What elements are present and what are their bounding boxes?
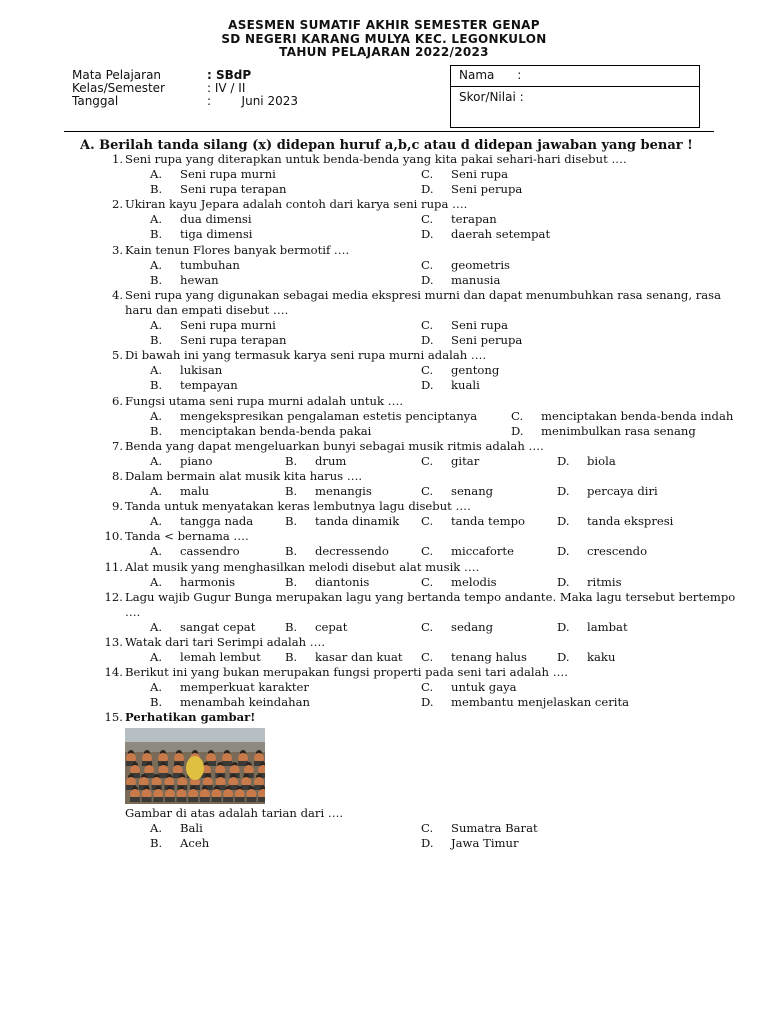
option-a[interactable]: harmonis <box>180 574 236 589</box>
option-row <box>125 821 740 836</box>
question-2 <box>100 197 740 242</box>
option-d[interactable]: Seni perupa <box>451 333 523 348</box>
section-a-instruction: A. Berilah tanda silang (x) didepan huruf a,b,c atau d didepan jawaban yang benar ! <box>80 138 693 153</box>
option-row <box>125 424 740 439</box>
option-letter[interactable]: B. <box>150 227 163 242</box>
question-text: Seni rupa yang digunakan sebagai media ekspresi murni dan dapat menumbuhkan rasa senang, rasa haru dan empati disebut …. <box>125 287 722 317</box>
option-a[interactable]: mengekspresikan pengalaman estetis penciptanya <box>180 408 478 423</box>
option-letter[interactable]: C. <box>421 820 434 835</box>
option-c[interactable]: geometris <box>451 257 510 272</box>
option-letter[interactable]: C. <box>421 650 434 665</box>
question-9 <box>100 499 740 529</box>
option-row <box>125 409 740 424</box>
score-label: Skor/Nilai : <box>459 90 524 104</box>
option-letter[interactable]: D. <box>557 650 570 665</box>
option-letter[interactable]: A. <box>150 167 163 182</box>
option-d[interactable]: kuali <box>451 378 480 393</box>
option-row <box>125 363 740 378</box>
exam-title: ASESMEN SUMATIF AKHIR SEMESTER GENAP <box>228 18 540 32</box>
question-text: Ukiran kayu Jepara adalah contoh dari karya seni rupa …. <box>125 197 468 212</box>
option-letter[interactable]: B. <box>285 484 298 499</box>
option-c[interactable]: Seni rupa <box>451 318 509 333</box>
option-letter[interactable]: A. <box>150 453 163 468</box>
option-d[interactable]: biola <box>587 453 616 468</box>
option-c[interactable]: senang <box>451 484 494 499</box>
option-a[interactable]: memperkuat karakter <box>180 680 309 695</box>
option-letter[interactable]: C. <box>421 484 434 499</box>
option-row <box>125 167 740 182</box>
option-letter[interactable]: A. <box>150 820 163 835</box>
question-followup: Gambar di atas adalah tarian dari …. <box>125 805 344 820</box>
question-8 <box>100 469 740 499</box>
option-letter[interactable]: B. <box>285 514 298 529</box>
question-11 <box>100 560 740 590</box>
option-a[interactable]: Seni rupa murni <box>180 318 276 333</box>
option-b[interactable]: Seni rupa terapan <box>180 182 287 197</box>
option-d[interactable]: tanda ekspresi <box>587 514 674 529</box>
question-text: Kain tenun Flores banyak bermotif …. <box>125 242 350 257</box>
date-row <box>72 94 298 108</box>
option-letter[interactable]: A. <box>150 484 163 499</box>
question-number: 10. <box>104 529 123 544</box>
option-letter[interactable]: A. <box>150 408 163 423</box>
option-row <box>125 212 740 227</box>
question-4 <box>100 288 740 348</box>
option-letter[interactable]: C. <box>421 680 434 695</box>
option-b[interactable]: menambah keindahan <box>180 695 310 710</box>
question-number: 15. <box>104 710 123 725</box>
option-letter[interactable]: B. <box>285 453 298 468</box>
option-letter[interactable]: D. <box>421 378 434 393</box>
question-15 <box>100 710 740 850</box>
option-letter[interactable]: A. <box>150 544 163 559</box>
question-text: Di bawah ini yang termasuk karya seni rupa murni adalah …. <box>125 348 487 363</box>
option-letter[interactable]: D. <box>421 835 434 850</box>
question-10 <box>100 529 740 559</box>
subject-label: Mata Pelajaran <box>72 68 162 82</box>
option-c[interactable]: sedang <box>451 619 494 634</box>
option-letter[interactable]: B. <box>285 574 298 589</box>
option-b[interactable]: decressendo <box>315 544 389 559</box>
option-letter[interactable]: D. <box>421 272 434 287</box>
option-row <box>125 258 740 273</box>
option-a[interactable]: Bali <box>180 820 203 835</box>
option-letter[interactable]: C. <box>421 574 434 589</box>
subject-value: : SBdP <box>207 68 252 82</box>
question-14 <box>100 665 740 710</box>
option-c[interactable]: melodis <box>451 574 497 589</box>
option-d[interactable]: membantu menjelaskan cerita <box>451 695 630 710</box>
option-letter[interactable]: B. <box>150 835 163 850</box>
option-letter[interactable]: C. <box>421 212 434 227</box>
option-b[interactable]: menciptakan benda-benda pakai <box>180 423 372 438</box>
name-label: Nama : <box>459 68 522 82</box>
question-text: Tanda untuk menyatakan keras lembutnya lagu disebut …. <box>125 499 471 514</box>
option-letter[interactable]: A. <box>150 514 163 529</box>
option-row <box>125 575 740 590</box>
option-letter[interactable]: C. <box>421 257 434 272</box>
option-letter[interactable]: A. <box>150 212 163 227</box>
divider-line <box>64 131 714 132</box>
question-list <box>100 152 740 851</box>
option-letter[interactable]: C. <box>421 167 434 182</box>
option-d[interactable]: manusia <box>451 272 501 287</box>
question-number: 11. <box>104 559 123 574</box>
option-a[interactable]: cassendro <box>180 544 240 559</box>
option-b[interactable]: kasar dan kuat <box>315 650 403 665</box>
question-number: 5. <box>111 348 123 363</box>
option-letter[interactable]: B. <box>285 544 298 559</box>
option-letter[interactable]: C. <box>511 408 524 423</box>
option-letter[interactable]: D. <box>557 544 570 559</box>
option-b[interactable]: tanda dinamik <box>315 514 400 529</box>
option-letter[interactable]: D. <box>557 574 570 589</box>
score-field[interactable] <box>450 86 700 128</box>
option-c[interactable]: menciptakan benda-benda indah <box>541 408 734 423</box>
option-letter[interactable]: A. <box>150 650 163 665</box>
option-letter[interactable]: B. <box>150 378 163 393</box>
question-6 <box>100 394 740 439</box>
question-text: Alat musik yang menghasilkan melodi disebut alat musik …. <box>125 559 480 574</box>
option-letter[interactable]: D. <box>511 423 524 438</box>
option-b[interactable]: drum <box>315 453 347 468</box>
academic-year: TAHUN PELAJARAN 2022/2023 <box>279 45 489 59</box>
question-number: 1. <box>111 152 123 166</box>
option-a[interactable]: piano <box>180 453 213 468</box>
question-1 <box>100 152 740 197</box>
option-a[interactable]: sangat cepat <box>180 619 256 634</box>
question-13 <box>100 635 740 665</box>
question-text: Berikut ini yang bukan merupakan fungsi properti pada seni tari adalah …. <box>125 665 568 680</box>
question-5 <box>100 348 740 393</box>
question-number: 9. <box>111 499 123 514</box>
option-c[interactable]: gitar <box>451 453 480 468</box>
dance-photo <box>125 728 265 804</box>
option-row <box>125 836 740 851</box>
option-c[interactable]: tenang halus <box>451 650 527 665</box>
question-text: Perhatikan gambar! <box>125 710 256 725</box>
question-text: Benda yang dapat mengeluarkan bunyi sebagai musik ritmis adalah …. <box>125 438 544 453</box>
option-row <box>125 680 740 695</box>
option-row <box>125 620 740 635</box>
option-d[interactable]: daerah setempat <box>451 227 551 242</box>
option-letter[interactable]: B. <box>285 619 298 634</box>
option-letter[interactable]: A. <box>150 257 163 272</box>
option-letter[interactable]: A. <box>150 680 163 695</box>
option-row <box>125 650 740 665</box>
option-c[interactable]: Sumatra Barat <box>451 820 538 835</box>
option-row <box>125 378 740 393</box>
option-letter[interactable]: C. <box>421 318 434 333</box>
option-b[interactable]: hewan <box>180 272 219 287</box>
question-number: 4. <box>111 287 123 302</box>
option-letter[interactable]: D. <box>421 182 434 197</box>
question-text: Watak dari tari Serimpi adalah …. <box>125 635 326 649</box>
option-a[interactable]: tumbuhan <box>180 257 240 272</box>
option-letter[interactable]: B. <box>150 695 163 710</box>
question-3 <box>100 243 740 288</box>
question-number: 6. <box>111 393 123 408</box>
question-number: 12. <box>104 589 123 604</box>
question-7 <box>100 439 740 469</box>
option-d[interactable]: menimbulkan rasa senang <box>541 423 696 438</box>
name-field[interactable] <box>450 65 700 87</box>
option-row <box>125 227 740 242</box>
class-label: Kelas/Semester <box>72 81 165 95</box>
question-number: 13. <box>104 635 123 649</box>
option-row <box>125 544 740 559</box>
question-text: Lagu wajib Gugur Bunga merupakan lagu yang bertanda tempo andante. Maka lagu tersebut bertempo …. <box>125 589 736 619</box>
option-row <box>125 484 740 499</box>
option-a[interactable]: dua dimensi <box>180 212 252 227</box>
option-letter[interactable]: B. <box>150 423 163 438</box>
option-c[interactable]: untuk gaya <box>451 680 517 695</box>
option-letter[interactable]: B. <box>150 182 163 197</box>
option-row <box>125 182 740 197</box>
option-row <box>125 273 740 288</box>
option-row <box>125 514 740 529</box>
option-d[interactable]: Jawa Timur <box>451 835 519 850</box>
date-value: : Juni 2023 <box>207 94 298 108</box>
option-letter[interactable]: C. <box>421 453 434 468</box>
question-12 <box>100 590 740 635</box>
option-a[interactable]: Seni rupa murni <box>180 167 276 182</box>
option-c[interactable]: miccaforte <box>451 544 514 559</box>
option-row <box>125 454 740 469</box>
option-letter[interactable]: D. <box>557 484 570 499</box>
option-row <box>125 333 740 348</box>
question-number: 3. <box>111 242 123 257</box>
option-b[interactable]: diantonis <box>315 574 370 589</box>
option-letter[interactable]: A. <box>150 318 163 333</box>
option-b[interactable]: menangis <box>315 484 372 499</box>
option-a[interactable]: lukisan <box>180 363 223 378</box>
option-a[interactable]: malu <box>180 484 210 499</box>
class-row <box>72 81 245 95</box>
option-letter[interactable]: D. <box>421 333 434 348</box>
option-c[interactable]: Seni rupa <box>451 167 509 182</box>
option-d[interactable]: kaku <box>587 650 616 665</box>
question-text: Seni rupa yang diterapkan untuk benda-benda yang kita pakai sehari-hari disebut …. <box>125 152 627 166</box>
option-d[interactable]: crescendo <box>587 544 648 559</box>
option-c[interactable]: terapan <box>451 212 497 227</box>
option-b[interactable]: tiga dimensi <box>180 227 253 242</box>
question-text: Dalam bermain alat musik kita harus …. <box>125 468 363 483</box>
option-letter[interactable]: C. <box>421 544 434 559</box>
question-number: 14. <box>104 665 123 680</box>
option-letter[interactable]: D. <box>557 453 570 468</box>
question-text: Fungsi utama seni rupa murni adalah untuk …. <box>125 393 404 408</box>
option-letter[interactable]: B. <box>285 650 298 665</box>
option-c[interactable]: tanda tempo <box>451 514 525 529</box>
option-d[interactable]: percaya diri <box>587 484 658 499</box>
date-label: Tanggal <box>72 94 119 108</box>
option-letter[interactable]: C. <box>421 363 434 378</box>
option-b[interactable]: tempayan <box>180 378 238 393</box>
option-letter[interactable]: B. <box>150 333 163 348</box>
subject-row <box>72 68 251 82</box>
option-b[interactable]: cepat <box>315 619 348 634</box>
option-d[interactable]: lambat <box>587 619 628 634</box>
option-letter[interactable]: C. <box>421 619 434 634</box>
option-row <box>125 695 740 710</box>
option-letter[interactable]: A. <box>150 363 163 378</box>
school-name: SD NEGERI KARANG MULYA KEC. LEGONKULON <box>221 32 547 46</box>
question-text: Tanda < bernama …. <box>125 529 249 544</box>
option-letter[interactable]: D. <box>557 619 570 634</box>
question-number: 7. <box>111 438 123 453</box>
option-d[interactable]: Seni perupa <box>451 182 523 197</box>
option-letter[interactable]: D. <box>557 514 570 529</box>
option-b[interactable]: Aceh <box>180 835 210 850</box>
option-a[interactable]: tangga nada <box>180 514 254 529</box>
class-value: : IV / II <box>207 81 246 95</box>
option-letter[interactable]: A. <box>150 574 163 589</box>
option-row <box>125 318 740 333</box>
question-number: 8. <box>111 468 123 483</box>
option-letter[interactable]: A. <box>150 619 163 634</box>
option-letter[interactable]: D. <box>421 695 434 710</box>
option-letter[interactable]: C. <box>421 514 434 529</box>
option-a[interactable]: lemah lembut <box>180 650 261 665</box>
question-number: 2. <box>111 197 123 212</box>
option-b[interactable]: Seni rupa terapan <box>180 333 287 348</box>
option-letter[interactable]: D. <box>421 227 434 242</box>
option-letter[interactable]: B. <box>150 272 163 287</box>
option-c[interactable]: gentong <box>451 363 500 378</box>
option-d[interactable]: ritmis <box>587 574 622 589</box>
